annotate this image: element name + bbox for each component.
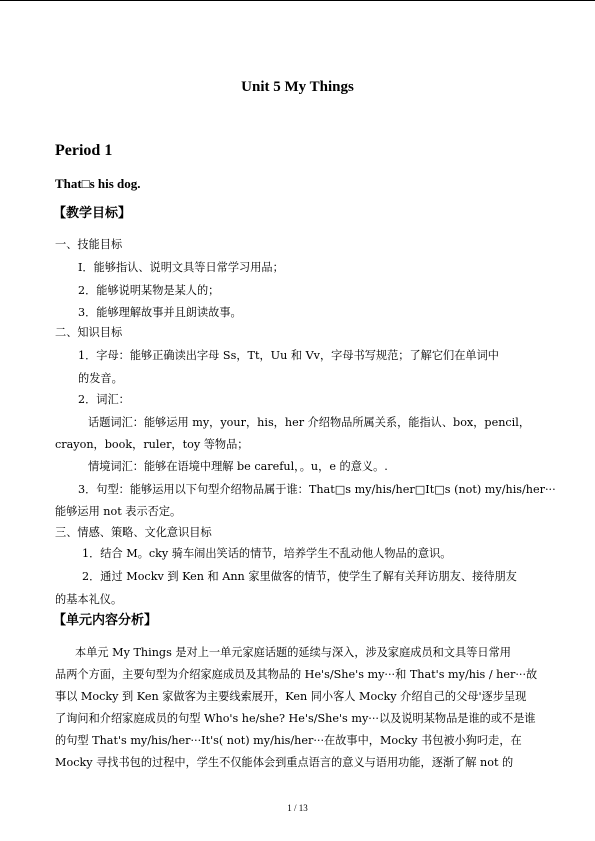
section-heading-objectives: 【教学目标】: [53, 206, 132, 221]
topic-vocab-line1: 话题词汇：能够运用 my，your，his，her 介绍物品所属关系，能指认、box，pencil，: [88, 416, 531, 429]
analysis-line-6: Mocky 寻找书包的过程中，学生不仅能体会到重点语言的意义与语用功能，逐渐了解 not 的: [55, 756, 514, 769]
analysis-line-4: 了询问和介绍家庭成员的句型 Who's he/she? He's/She's my···以及说明某物品是谁的或不是谁: [55, 712, 536, 725]
analysis-line-2: 品两个方面，主要句型为介绍家庭成员及其物品的 He's/She's my···和 That's my/his / her···故: [55, 668, 538, 681]
topic-vocab-line2: crayon，book，ruler，toy 等物品；: [55, 438, 249, 451]
sentence-patterns-line2: 能够运用 not 表示否定。: [55, 505, 182, 518]
knowledge-goals-heading: 二、知识目标: [55, 326, 123, 339]
section-heading-unit-analysis: 【单元内容分析】: [53, 613, 158, 628]
page-number: 1 / 13: [287, 803, 308, 813]
period-heading: Period 1: [55, 142, 113, 159]
affect-goal-2-line2: 的基本礼仪。: [55, 593, 123, 606]
affect-goals-heading: 三、情感、策略、文化意识目标: [55, 526, 212, 539]
unit-title: Unit 5 My Things: [241, 79, 354, 95]
sentence-patterns-line1: 3．句型：能够运用以下句型介绍物品属于谁：That□s my/his/her□It□s (not) my/his/her···: [78, 483, 556, 496]
knowledge-letters-line2: 的发音。: [78, 372, 123, 385]
analysis-line-1: 本单元 My Things 是对上一单元家庭话题的延续与深入，涉及家庭成员和文具等日常用: [75, 646, 511, 659]
lesson-subtitle: That□s his dog.: [55, 176, 141, 191]
affect-goal-1: 1．结合 M。cky 骑车闹出笑话的情节，培养学生不乱动他人物品的意识。: [82, 547, 452, 560]
skill-goal-2: 2．能够说明某物是某人的；: [78, 284, 220, 297]
knowledge-vocab-heading: 2．词汇：: [78, 393, 130, 406]
analysis-line-5: 的句型 That's my/his/her···It's( not) my/his/her···在故事中，Mocky 书包被小狗叼走，在: [55, 734, 522, 747]
context-vocab: 情境词汇：能够在语境中理解 be careful，。u，e 的意义。.: [88, 460, 388, 473]
skill-goals-heading: 一、技能目标: [55, 238, 123, 251]
skill-goal-1: I．能够指认、说明文具等日常学习用品；: [78, 261, 284, 274]
skill-goal-3: 3．能够理解故事并且朗读故事。: [78, 306, 242, 319]
affect-goal-2-line1: 2．通过 Mockv 到 Ken 和 Ann 家里做客的情节，使学生了解有关拜访朋友、接待朋友: [82, 570, 517, 583]
analysis-line-3: 事以 Mocky 到 Ken 家做客为主要线索展开，Ken 同小客人 Mocky 介绍自己的父母'逐步呈现: [55, 690, 527, 703]
knowledge-letters-line1: 1．字母：能够正确读出字母 Ss，Tt，Uu 和 Vv，字母书写规范；了解它们在单词中: [78, 349, 499, 362]
top-rule: [0, 0, 595, 1]
